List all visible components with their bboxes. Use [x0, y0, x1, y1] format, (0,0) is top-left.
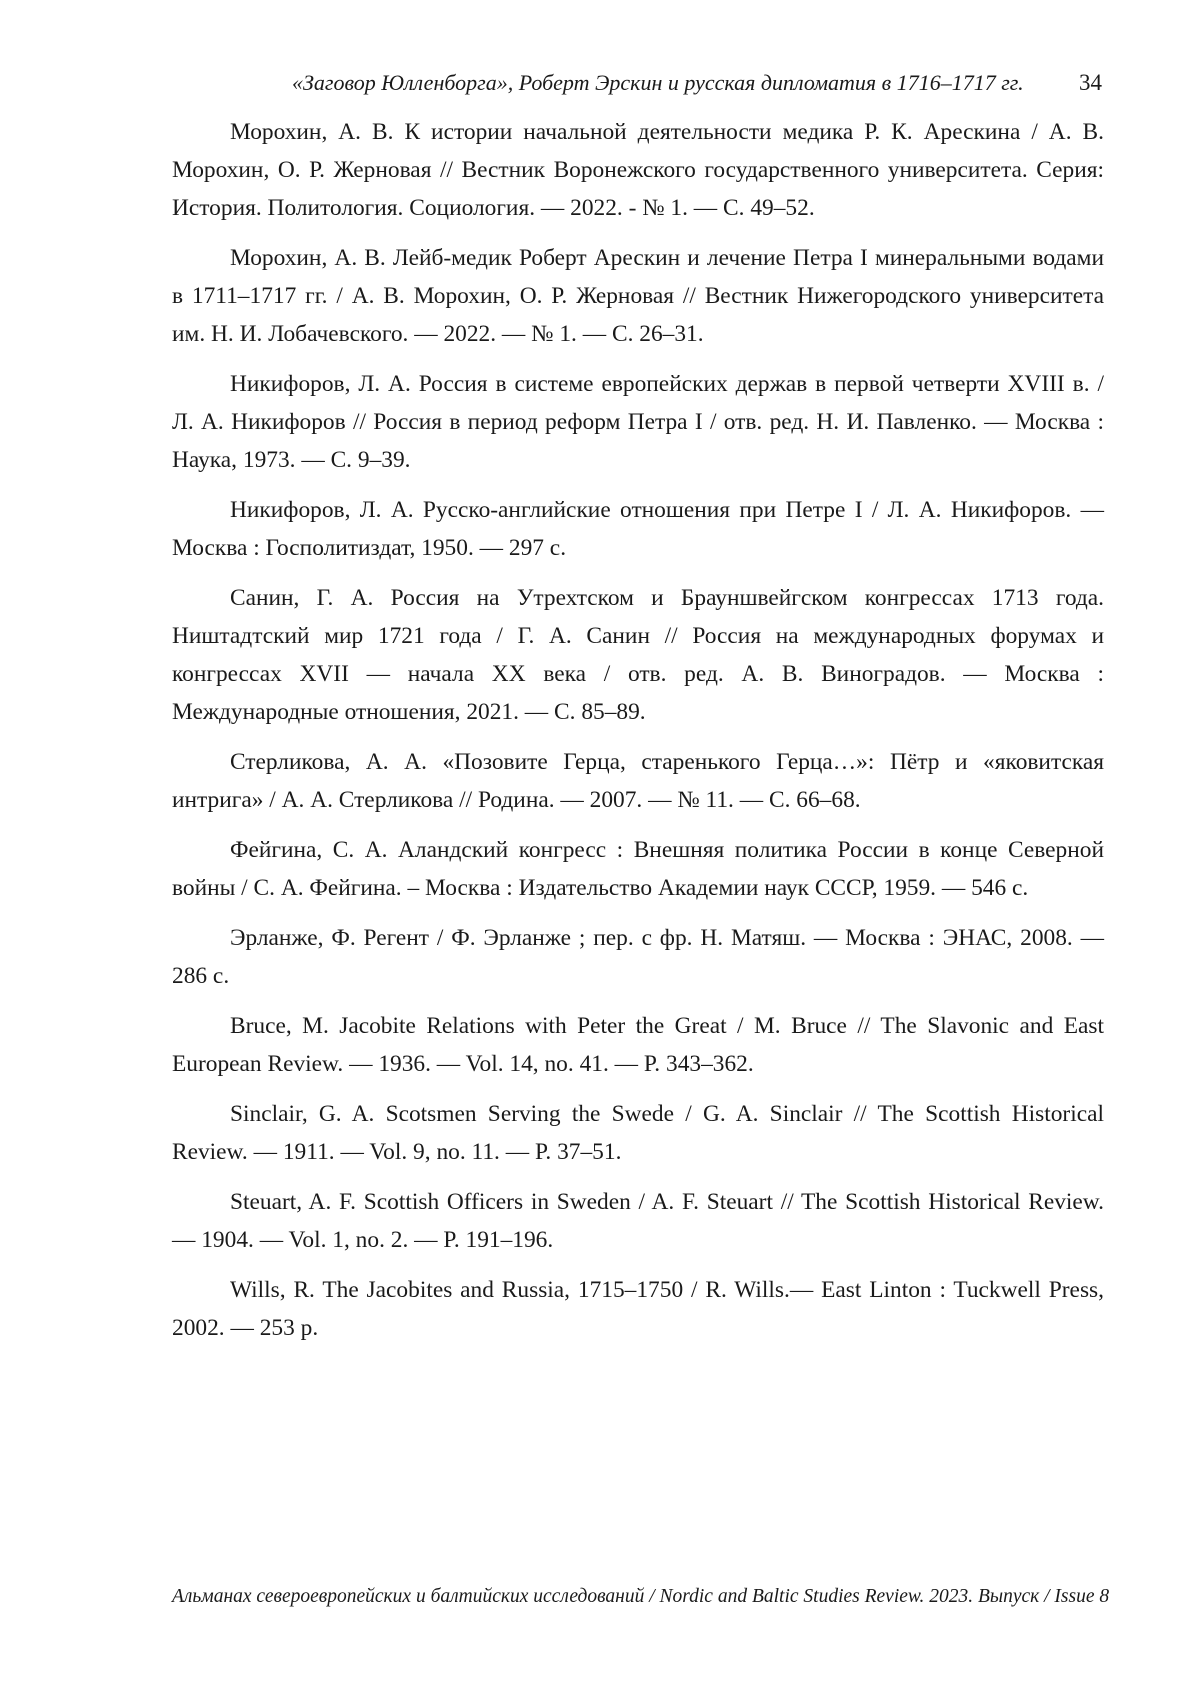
reference-entry: Bruce, M. Jacobite Relations with Peter the Great / M. Bruce // The Slavonic and East European Review. — 1936. — Vol. 14, no. 41. — P. 343–362.	[172, 1007, 1104, 1083]
reference-entry: Эрланже, Ф. Регент / Ф. Эрланже ; пер. с фр. Н. Матяш. — Москва : ЭНАС, 2008. — 286 с.	[172, 919, 1104, 995]
reference-entry: Санин, Г. А. Россия на Утрехтском и Брауншвейгском конгрессах 1713 года. Ништадтский мир 1721 года / Г. А. Санин // Россия на международных форумах и конгрессах XVII — начала XX века / отв. ред. А. В. Виноградов. — Москва : Международные отношения, 2021. — С. 85–89.	[172, 579, 1104, 731]
reference-entry: Морохин, А. В. К истории начальной деятельности медика Р. К. Арескина / А. В. Морохин, О. Р. Жерновая // Вестник Воронежского государственного университета. Серия: История. Политология. Социология. — 2022. - № 1. — С. 49–52.	[172, 113, 1104, 227]
reference-entry: Wills, R. The Jacobites and Russia, 1715–1750 / R. Wills.— East Linton : Tuckwell Press, 2002. — 253 p.	[172, 1271, 1104, 1347]
running-footer: Альманах североевропейских и балтийских исследований / Nordic and Baltic Studies Review. 2023. Выпуск / Issue 8	[172, 1586, 1104, 1608]
reference-entry: Steuart, A. F. Scottish Officers in Sweden / A. F. Steuart // The Scottish Historical Review. — 1904. — Vol. 1, no. 2. — P. 191–196.	[172, 1183, 1104, 1259]
reference-entry: Sinclair, G. A. Scotsmen Serving the Swede / G. A. Sinclair // The Scottish Historical Review. — 1911. — Vol. 9, no. 11. — P. 37–51.	[172, 1095, 1104, 1171]
reference-entry: Стерликова, А. А. «Позовите Герца, старенького Герца…»: Пётр и «яковитская интрига» / А. А. Стерликова // Родина. — 2007. — № 11. — С. 66–68.	[172, 743, 1104, 819]
running-title: «Заговор Юлленборга», Роберт Эрскин и русская дипломатия в 1716–1717 гг.	[292, 70, 1024, 96]
reference-entry: Никифоров, Л. А. Русско-английские отношения при Петре I / Л. А. Никифоров. — Москва : Госполитиздат, 1950. — 297 с.	[172, 491, 1104, 567]
reference-entry: Фейгина, С. А. Аландский конгресс : Внешняя политика России в конце Северной войны / С. А. Фейгина. – Москва : Издательство Академии наук СССР, 1959. — 546 с.	[172, 831, 1104, 907]
page-number: 34	[1079, 70, 1102, 96]
reference-entry: Морохин, А. В. Лейб-медик Роберт Арескин и лечение Петра I минеральными водами в 1711–1717 гг. / А. В. Морохин, О. Р. Жерновая // Вестник Нижегородского университета им. Н. И. Лобачевского. — 2022. — № 1. — С. 26–31.	[172, 239, 1104, 353]
reference-list	[172, 113, 1104, 1359]
reference-entry: Никифоров, Л. А. Россия в системе европейских держав в первой четверти XVIII в. / Л. А. Никифоров // Россия в период реформ Петра I / отв. ред. Н. И. Павленко. — Москва : Наука, 1973. — С. 9–39.	[172, 365, 1104, 479]
running-header	[172, 70, 1104, 106]
